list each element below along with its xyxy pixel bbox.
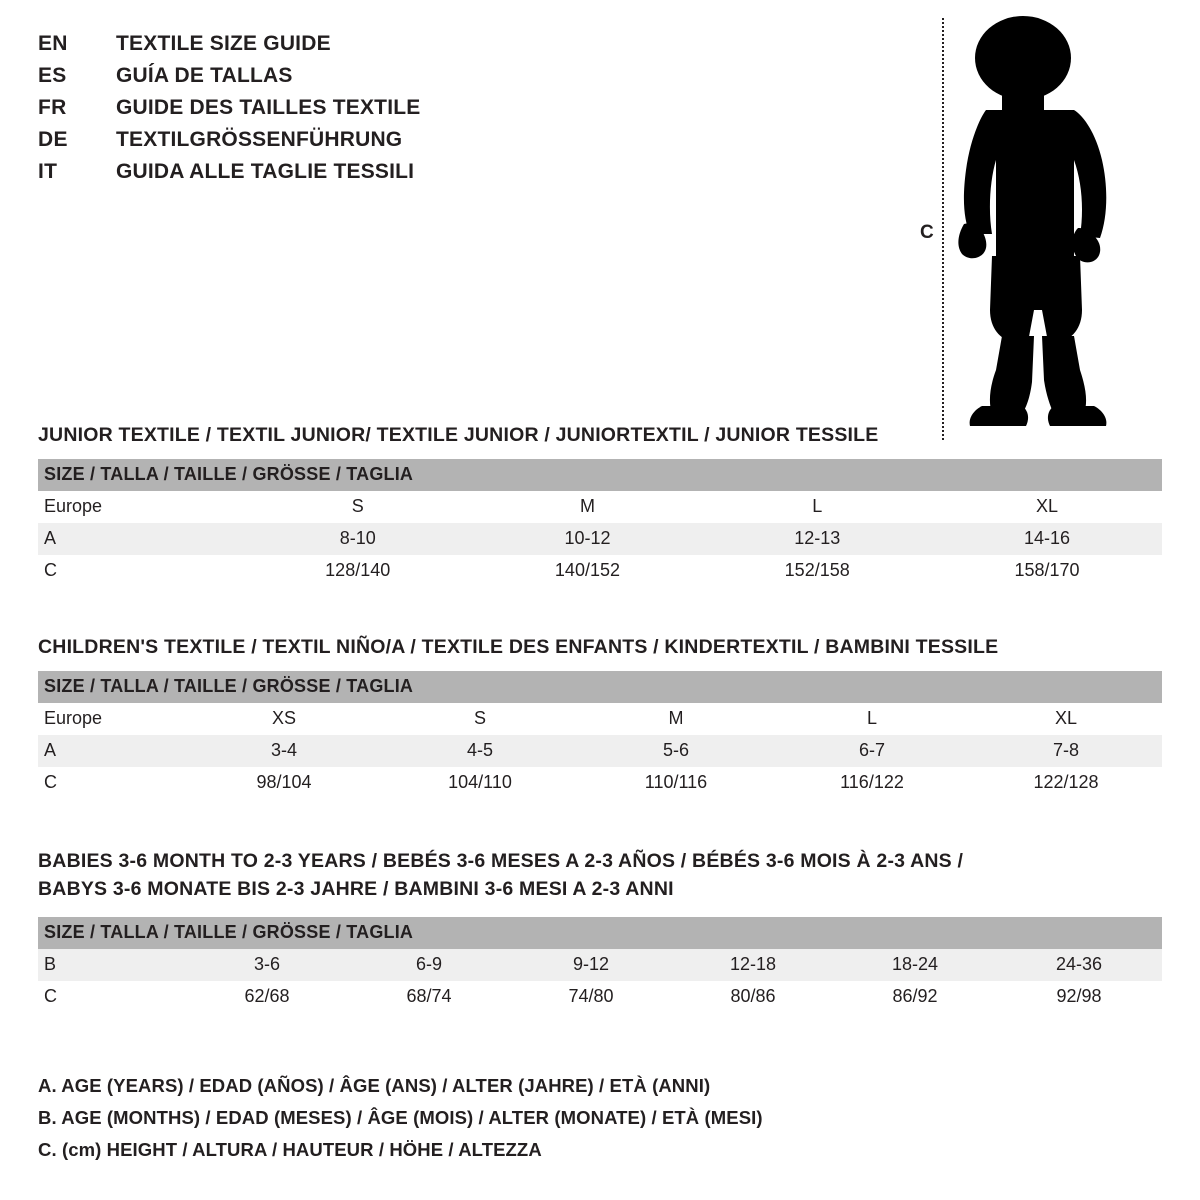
cell: 6-7	[774, 735, 970, 767]
height-measurement-figure	[890, 10, 1180, 440]
language-title: GUIDA ALLE TAGLIE TESSILI	[116, 160, 415, 183]
language-title: TEXTILE SIZE GUIDE	[116, 32, 331, 55]
size-band-label: SIZE / TALLA / TAILLE / GRÖSSE / TAGLIA	[38, 671, 1162, 703]
cell: XS	[186, 703, 382, 735]
section-children	[38, 636, 1162, 799]
language-title: GUIDE DES TAILLES TEXTILE	[116, 96, 421, 119]
cell: 104/110	[382, 767, 578, 799]
table-row	[38, 459, 1162, 491]
cell: 12-18	[672, 949, 834, 981]
cell: 7-8	[970, 735, 1162, 767]
cell: 128/140	[243, 555, 473, 587]
cell: 18-24	[834, 949, 996, 981]
cell: L	[702, 491, 932, 523]
cell: L	[774, 703, 970, 735]
section-title-babies-line2: BABYS 3-6 MONATE BIS 2-3 JAHRE / BAMBINI 3-6 MESI A 2-3 ANNI	[38, 877, 674, 900]
cell: 12-13	[702, 523, 932, 555]
table-row	[38, 671, 1162, 703]
footnote-c: C. (cm) HEIGHT / ALTURA / HAUTEUR / HÖHE / ALTEZZA	[38, 1139, 542, 1160]
table-row	[38, 735, 1162, 767]
cell: M	[473, 491, 703, 523]
language-title: TEXTILGRÖSSENFÜHRUNG	[116, 128, 403, 151]
cell: XL	[932, 491, 1162, 523]
table-row	[38, 491, 1162, 523]
child-silhouette-icon	[930, 10, 1140, 440]
cell: M	[578, 703, 774, 735]
language-code: ES	[38, 64, 67, 87]
cell: 158/170	[932, 555, 1162, 587]
table-row	[38, 555, 1162, 587]
cell: 9-12	[510, 949, 672, 981]
language-row	[38, 32, 658, 64]
cell: 8-10	[243, 523, 473, 555]
cell: 122/128	[970, 767, 1162, 799]
row-label: Europe	[38, 491, 243, 523]
row-label: A	[38, 523, 243, 555]
cell: 110/116	[578, 767, 774, 799]
cell: 86/92	[834, 981, 996, 1013]
cell: 98/104	[186, 767, 382, 799]
row-label: B	[38, 949, 186, 981]
cell: 92/98	[996, 981, 1162, 1013]
cell: 152/158	[702, 555, 932, 587]
cell: 6-9	[348, 949, 510, 981]
table-junior	[38, 459, 1162, 587]
table-row	[38, 949, 1162, 981]
language-code: FR	[38, 96, 67, 119]
row-label: C	[38, 555, 243, 587]
cell: 116/122	[774, 767, 970, 799]
section-title-children: CHILDREN'S TEXTILE / TEXTIL NIÑO/A / TEXTILE DES ENFANTS / KINDERTEXTIL / BAMBINI TESSILE	[38, 636, 999, 658]
table-row	[38, 703, 1162, 735]
cell: 14-16	[932, 523, 1162, 555]
section-title-junior: JUNIOR TEXTILE / TEXTIL JUNIOR/ TEXTILE JUNIOR / JUNIORTEXTIL / JUNIOR TESSILE	[38, 424, 879, 446]
language-row	[38, 96, 658, 128]
row-label: A	[38, 735, 186, 767]
table-row	[38, 981, 1162, 1013]
cell: 3-6	[186, 949, 348, 981]
row-label: C	[38, 767, 186, 799]
footnote-a: A. AGE (YEARS) / EDAD (AÑOS) / ÂGE (ANS) / ALTER (JAHRE) / ETÀ (ANNI)	[38, 1075, 711, 1096]
cell: 68/74	[348, 981, 510, 1013]
cell: 4-5	[382, 735, 578, 767]
cell: 62/68	[186, 981, 348, 1013]
cell: 24-36	[996, 949, 1162, 981]
table-row	[38, 917, 1162, 949]
language-code: EN	[38, 32, 68, 55]
measure-label-c: C	[920, 222, 934, 243]
language-code: DE	[38, 128, 68, 151]
size-band-label: SIZE / TALLA / TAILLE / GRÖSSE / TAGLIA	[38, 459, 1162, 491]
cell: S	[243, 491, 473, 523]
row-label: C	[38, 981, 186, 1013]
language-title: GUÍA DE TALLAS	[116, 64, 293, 87]
table-babies	[38, 917, 1162, 1013]
size-band-label: SIZE / TALLA / TAILLE / GRÖSSE / TAGLIA	[38, 917, 1162, 949]
cell: XL	[970, 703, 1162, 735]
footnote-b: B. AGE (MONTHS) / EDAD (MESES) / ÂGE (MOIS) / ALTER (MONATE) / ETÀ (MESI)	[38, 1107, 763, 1128]
cell: 3-4	[186, 735, 382, 767]
footnotes	[38, 1070, 1138, 1166]
cell: 74/80	[510, 981, 672, 1013]
cell: 140/152	[473, 555, 703, 587]
language-row	[38, 128, 658, 160]
table-row	[38, 767, 1162, 799]
cell: S	[382, 703, 578, 735]
section-babies	[38, 848, 1162, 1013]
cell: 5-6	[578, 735, 774, 767]
table-row	[38, 523, 1162, 555]
table-children	[38, 671, 1162, 799]
language-title-block	[38, 32, 658, 192]
row-label: Europe	[38, 703, 186, 735]
section-title-babies-line1: BABIES 3-6 MONTH TO 2-3 YEARS / BEBÉS 3-6 MESES A 2-3 AÑOS / BÉBÉS 3-6 MOIS À 2-3 ANS /	[38, 850, 964, 872]
section-junior	[38, 424, 1162, 587]
language-row	[38, 64, 658, 96]
language-row	[38, 160, 658, 192]
cell: 80/86	[672, 981, 834, 1013]
language-code: IT	[38, 160, 58, 183]
cell: 10-12	[473, 523, 703, 555]
